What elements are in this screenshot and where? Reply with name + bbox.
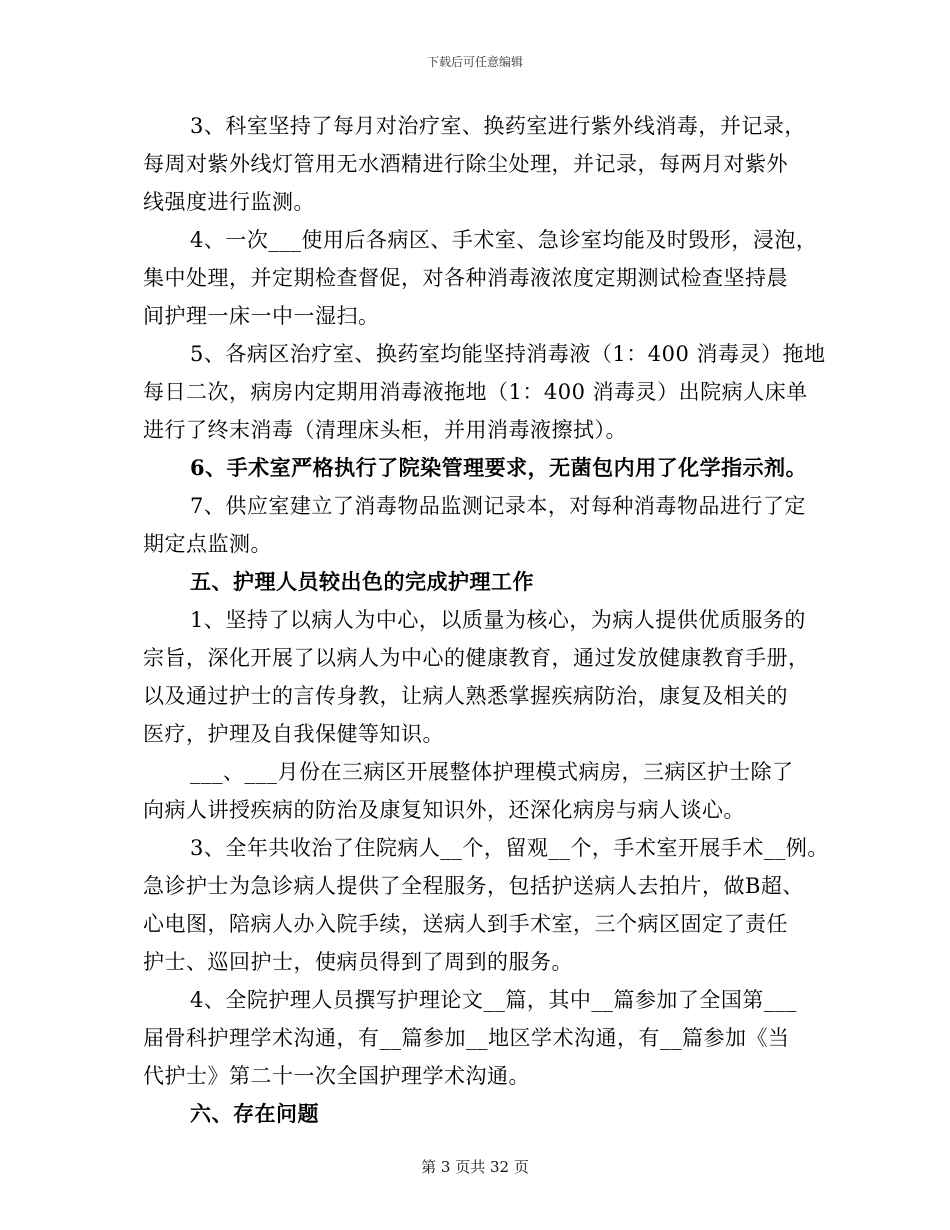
text-line: 6、手术室严格执行了院染管理要求，无菌包内用了化学指示剂。 [190,455,808,480]
paragraph [143,834,829,976]
text-line: 间护理一床一中一湿扫。 [143,304,380,328]
paragraph [143,986,813,1090]
text-line: 4、全院护理人员撰写护理论文__篇，其中__篇参加了全国第___ [190,988,797,1012]
section-heading [143,1100,813,1128]
text-line: 7、供应室建立了消毒物品监测记录本，对每种消毒物品进行了定 [190,494,806,518]
paragraph [143,340,826,444]
text-line: 集中处理，并定期检查督促，对各种消毒液浓度定期测试检查坚持晨 [143,266,788,290]
page-footer: 第 3 页共 32 页 [421,1158,529,1176]
text-line: 急诊护士为急诊病人提供了全程服务，包括护送病人去拍片，做B超、 [143,874,804,898]
text-line: 向病人讲授疾病的防治及康复知识外，还深化病房与病人谈心。 [143,798,745,822]
text-line: 护士、巡回护士，使病员得到了周到的服务。 [143,950,573,974]
text-line: 期定点监测。 [143,532,272,556]
text-line: 5、各病区治疗室、换药室均能坚持消毒液（1：400 消毒灵）拖地 [190,342,826,366]
text-line: 进行了终末消毒（清理床头柜，并用消毒液擦拭）。 [143,418,627,442]
text-line: 医疗，护理及自我保健等知识。 [143,722,444,746]
text-line: 3、全年共收治了住院病人__个，留观__个，手术室开展手术__例。 [190,836,829,860]
text-line: 届骨科护理学术沟通，有__篇参加__地区学术沟通，有__篇参加《当 [143,1026,790,1050]
text-line: 六、存在问题 [190,1101,319,1126]
paragraph [143,492,813,558]
text-line: ___、___月份在三病区开展整体护理模式病房，三病区护士除了 [190,760,794,784]
section-heading [143,454,813,482]
text-line: 五、护理人员较出色的完成护理工作 [190,569,534,594]
text-line: 线强度进行监测。 [143,190,315,214]
text-line: 以及通过护士的言传身教，让病人熟悉掌握疾病防治，康复及相关的 [143,684,788,708]
text-line: 每日二次，病房内定期用消毒液拖地（1：400 消毒灵）出院病人床单 [143,380,808,404]
document-body [143,112,829,1138]
text-line: 代护士》第二十一次全国护理学术沟通。 [143,1064,530,1088]
text-line: 宗旨，深化开展了以病人为中心的健康教育，通过发放健康教育手册， [143,646,810,670]
paragraph [143,606,813,748]
paragraph [143,226,818,330]
text-line: 4、一次___使用后各病区、手术室、急诊室均能及时毁形，浸泡， [190,228,818,252]
paragraph [143,112,813,216]
page-header: 下载后可任意编辑 [426,55,523,69]
text-line: 每周对紫外线灯管用无水酒精进行除尘处理，并记录，每两月对紫外 [143,152,788,176]
section-heading [143,568,813,596]
text-line: 3、科室坚持了每月对治疗室、换药室进行紫外线消毒，并记录， [190,114,806,138]
text-line: 1、坚持了以病人为中心，以质量为核心，为病人提供优质服务的 [190,608,806,632]
text-line: 心电图，陪病人办入院手续，送病人到手术室，三个病区固定了责任 [143,912,788,936]
paragraph [143,758,813,824]
